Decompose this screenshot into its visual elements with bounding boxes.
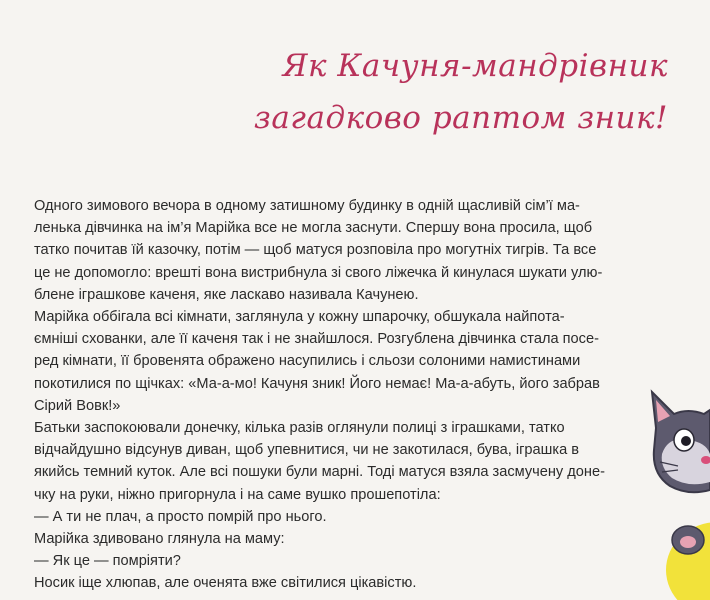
cat-pupil-shape	[681, 436, 691, 446]
text-line: покотилися по щічках: «Ма-а-мо! Качуня зник! Його немає! Ма-а-абуть, його забрав	[34, 375, 600, 392]
text-line: якийсь темний куток. Але всі пошуки були марні. Тоді матуся взяла засмучену доне-	[34, 464, 605, 481]
text-line: ємніші схованки, але її каченя так і не знайшлося. Розгублена дівчинка стала посе-	[34, 331, 599, 348]
text-line: Марійка здивовано глянула на маму:	[34, 531, 285, 548]
text-line: Марійка оббігала всі кімнати, заглянула у кожну шпарочку, обшукала найпота-	[34, 309, 565, 326]
story-title	[198, 40, 668, 144]
text-line: чку на руки, ніжно пригорнула і на саме вушко прошепотіла:	[34, 486, 441, 503]
title-line-1: Як Качуня-мандрівник	[282, 48, 668, 84]
text-line: — А ти не плач, а просто помрій про нього.	[34, 508, 327, 525]
text-line: відчайдушно відсунув диван, щоб упевнитися, чи не закотилася, бува, іграшка в	[34, 442, 579, 459]
text-line: Носик іще хлюпав, але оченята вже світилися цікавістю.	[34, 575, 417, 592]
text-line: ред кімнати, її бровенята ображено насупились і сльози солоними намистинами	[34, 353, 581, 370]
text-line: — Як це — помріяти?	[34, 553, 181, 570]
title-line-2: загадково раптом зник!	[253, 100, 668, 136]
text-line: Батьки заспокоювали донечку, кілька разів оглянули полиці з іграшками, татко	[34, 420, 565, 437]
text-line: татко почитав їй казочку, потім — щоб матуся розповіла про могутніх тигрів. Та все	[34, 242, 597, 259]
text-line: ленька дівчинка на ім’я Марійка все не могла заснути. Спершу вона просила, щоб	[34, 220, 593, 237]
story-body	[34, 195, 664, 595]
cat-illustration	[648, 370, 710, 600]
text-line: це не допомогло: врешті вона вистрибнула зі свого ліжечка й кинулася шукати улю-	[34, 264, 603, 281]
text-line: Сірий Вовк!»	[34, 397, 121, 414]
text-line: блене іграшкове каченя, яке ласкаво називала Качунею.	[34, 286, 419, 303]
text-line: Одного зимового вечора в одному затишному будинку в одній щасливій сім’ї ма-	[34, 198, 580, 214]
cat-paw-pad-shape	[680, 536, 696, 548]
